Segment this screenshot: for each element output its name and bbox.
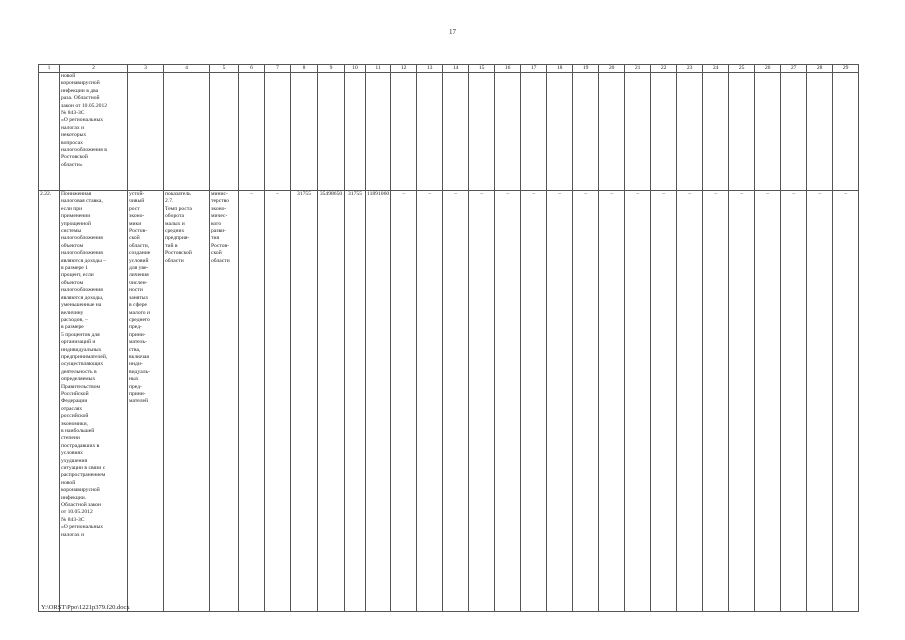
cell-col-10: 31755 <box>345 191 366 612</box>
cell-col-24: – <box>703 191 729 612</box>
column-number-25: 25 <box>729 65 755 73</box>
column-number-13: 13 <box>417 65 443 73</box>
column-number-12: 12 <box>391 65 417 73</box>
column-number-15: 15 <box>469 65 495 73</box>
table-row <box>39 73 859 191</box>
cell-col-6: – <box>239 191 265 612</box>
cell-col-17: – <box>521 191 547 612</box>
cell-description <box>60 191 128 612</box>
curator-text: минис- терство эконо- мичес- кого разви- тия Ростов- ской области <box>211 191 230 264</box>
cell-number: 2.22. <box>39 191 60 612</box>
column-number-10: 10 <box>345 65 366 73</box>
description-text: новой коронавирусной инфекции в два раза. Областной закон от 10.05.2012 № 843-ЗС «О региональных налогах и некоторых вопросах налогообложения в Ростовской области» <box>61 73 108 168</box>
cell-col-19: – <box>573 191 599 612</box>
column-number-9: 9 <box>318 65 345 73</box>
file-path-footer: Y:\ORST\Ppo\1221p379.f20.docx <box>41 604 130 611</box>
goal-text: устой- чивый рост эконо- мики Ростов- ской области, создание условий для уве- личения числен- ности занятых в сфере малого и среднего пред- прини- матель- ства, включая инди- видуаль- ных пред- прини- мателей <box>129 191 151 405</box>
column-number-3: 3 <box>128 65 164 73</box>
column-number-26: 26 <box>755 65 781 73</box>
cell-col-18: – <box>547 191 573 612</box>
column-number-11: 11 <box>366 65 391 73</box>
cell-col-11: 11891060 <box>366 191 391 612</box>
column-number-7: 7 <box>265 65 291 73</box>
table-row <box>39 191 859 612</box>
column-number-5: 5 <box>210 65 239 73</box>
column-number-2: 2 <box>60 65 128 73</box>
column-number-19: 19 <box>573 65 599 73</box>
cell-col-16: – <box>495 191 521 612</box>
cell-curator <box>210 191 239 612</box>
cell-col-27: – <box>781 191 807 612</box>
column-number-29: 29 <box>833 65 859 73</box>
cell-indicator <box>164 191 210 612</box>
column-number-27: 27 <box>781 65 807 73</box>
column-number-4: 4 <box>164 65 210 73</box>
cell-goal <box>128 191 164 612</box>
column-number-28: 28 <box>807 65 833 73</box>
cell-number <box>39 73 60 191</box>
cell-col-26: – <box>755 191 781 612</box>
column-number-18: 18 <box>547 65 573 73</box>
column-number-8: 8 <box>291 65 318 73</box>
cell-col-15: – <box>469 191 495 612</box>
cell-description <box>60 73 128 191</box>
cell-col-25: – <box>729 191 755 612</box>
cell-col-28: – <box>807 191 833 612</box>
cell-col-23: – <box>677 191 703 612</box>
cell-col-22: – <box>651 191 677 612</box>
column-number-21: 21 <box>625 65 651 73</box>
data-table <box>38 64 859 612</box>
cell-col-9: 35498650 <box>318 191 345 612</box>
cell-col-13: – <box>417 191 443 612</box>
indicator-text: показатель 2.7. Темп роста оборота малых и средних предприя- тий в Ростовской области <box>165 191 192 264</box>
column-number-24: 24 <box>703 65 729 73</box>
description-text: Пониженная налоговая ставка, если при применении упрощенной системы налогообложения объектом налогообложения являются доходы – в размере 1 процент, если объектом налогообложения являются доходы, уменьшенные на величину расходов, – в размере 5 процентов для организаций и индивидуальных предпринимателей, осуществляющих деятельность в определяемых Правительством Российской Федерации отраслях российской экономики, в наибольшей степени пострадавших в условиях ухудшения ситуации в связи с распространением новой коронавирусной инфекции. Областной закон от 10.05.2012 № 843-ЗС «О региональных налогах и <box>61 191 108 538</box>
column-number-14: 14 <box>443 65 469 73</box>
cell-col-8: 31755 <box>291 191 318 612</box>
cell-col-7: – <box>265 191 291 612</box>
cell-col-14: – <box>443 191 469 612</box>
cell-col-20: – <box>599 191 625 612</box>
cell-col-12: – <box>391 191 417 612</box>
column-number-16: 16 <box>495 65 521 73</box>
page-number: 17 <box>449 28 456 36</box>
cell-col-21: – <box>625 191 651 612</box>
column-number-20: 20 <box>599 65 625 73</box>
column-number-23: 23 <box>677 65 703 73</box>
cell-col-29: – <box>833 191 859 612</box>
column-number-22: 22 <box>651 65 677 73</box>
column-number-17: 17 <box>521 65 547 73</box>
column-number-6: 6 <box>239 65 265 73</box>
column-number-1: 1 <box>39 65 60 73</box>
column-number-row <box>39 65 859 73</box>
